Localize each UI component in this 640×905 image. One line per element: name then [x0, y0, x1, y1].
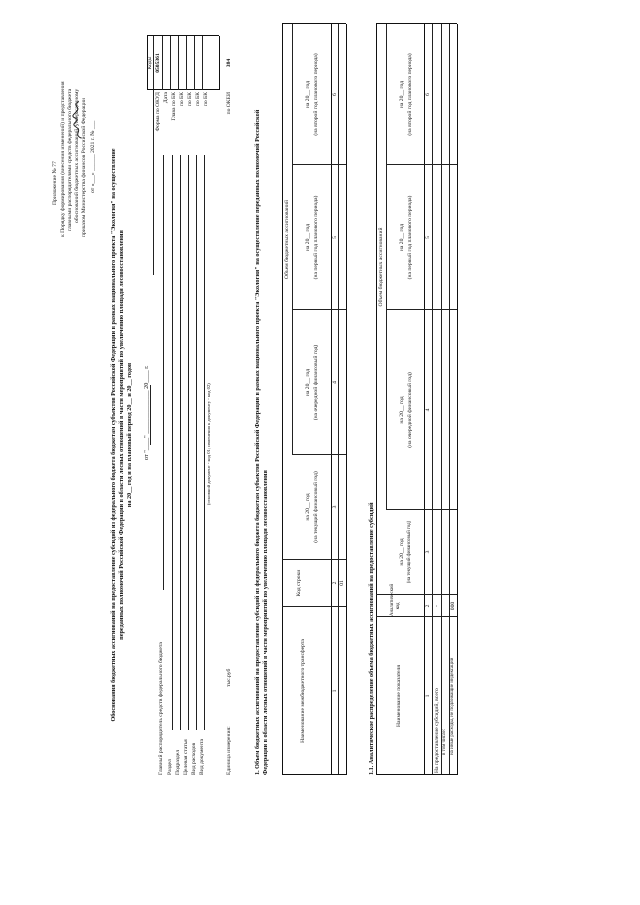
s1-header-y2-hint: (на очередной финансовый год)	[313, 344, 319, 421]
s1-colnum-3: 3	[332, 505, 338, 509]
s11-row-3-name: на иные расходы, не подлежащие индексации	[450, 657, 455, 755]
s11-header-y3-hint: (на первый год планового периода)	[407, 195, 413, 280]
appendix-line-3: обоснований бюджетных ассигнований, утвержденному	[74, 88, 80, 223]
s11-header-y4: на 20__ год	[399, 80, 405, 109]
unit-value: тыс.руб	[226, 668, 232, 687]
s1-header-y2: на 20__ год	[305, 368, 311, 397]
field-label-podrazdel: Подраздел	[175, 749, 181, 775]
codes-label-okud: Форма по ОКУД	[155, 92, 161, 132]
unit-label: Единица измерения:	[226, 726, 232, 775]
s1-header-y3-hint: (на первый год планового периода)	[313, 195, 319, 280]
s1-colnum-4: 4	[332, 381, 338, 384]
heading-line-3: на 20__ год и на плановый период 20__ и 20__ годов	[126, 362, 133, 508]
s11-colnum-6: 6	[425, 93, 431, 96]
s1-colnum-6: 6	[332, 93, 338, 96]
s11-header-y2-hint: (на очередной финансовый год)	[407, 372, 413, 448]
s11-header-code: Аналитический код	[390, 583, 401, 616]
s11-header-y2: на 20__ год	[399, 396, 405, 424]
codes-label-date: Дата	[163, 92, 169, 104]
s1-colnum-2: 2	[332, 581, 338, 585]
appendix-line-1: к Порядку формирования (внесения изменений) и представления	[60, 81, 66, 237]
appendix-line-2: главными распорядителями средств федерального бюджета	[67, 88, 73, 231]
s11-row-1-code: -	[434, 605, 440, 607]
s11-colnum-5: 5	[425, 236, 431, 239]
codes-header: Коды	[147, 56, 153, 70]
codes-label-glava: Глава по БК	[171, 92, 177, 121]
s11-row-1-name: На предоставление субсидий, всего	[434, 688, 440, 773]
section1-title-line-1: 1. Объем бюджетных ассигнований на предоставление субсидий из федерального бюджета бюджетам субъектов Российской Федерации в рамках национального проекта "Экология" на осуществление переданных полномочий Российской	[254, 109, 261, 775]
s1-header-y4-hint: (на второй год планового периода)	[313, 53, 319, 136]
codes-value-okei: 384	[226, 58, 232, 68]
codes-value-okud: 0505361	[155, 53, 161, 73]
s11-colnum-4: 4	[425, 408, 431, 412]
s1-header-group: Объем бюджетных ассигнований	[284, 200, 290, 279]
codes-label-bk-1: по БК	[179, 92, 185, 107]
codes-label-bk-2: по БК	[187, 92, 193, 107]
s1-colnum-5: 5	[332, 236, 338, 239]
codes-label-bk-3: по БК	[195, 92, 201, 107]
s11-header-y4-hint: (на второй год планового периода)	[407, 53, 413, 136]
field-label-cs: Целевая статья	[183, 739, 189, 775]
heading-line-2: переданных полномочий Российской Федерации в области лесных отношений в части мероприятий по увеличению площади лесовосстановления	[118, 230, 125, 640]
appendix-line-4: приказом Министерства финансов Российской Федерации	[81, 97, 87, 237]
s11-row-2-name: в том числе:	[442, 728, 447, 755]
field-label-vr: Вид расходов	[191, 742, 197, 775]
s1-colnum-1: 1	[332, 689, 338, 693]
heading-line-1: Обоснования бюджетных ассигнований на предоставление субсидий из федерального бюджета бюджетам субъектов Российской Федерации в рамках национального проекта "Экология" на осуществление	[110, 148, 117, 722]
s11-colnum-1: 1	[425, 694, 431, 698]
signature-scribble	[72, 100, 84, 140]
doc-type-hint: (основной документ - код 01; изменения к документу - код 02)	[206, 383, 211, 505]
s11-header-y1: на 20__ год	[399, 538, 405, 566]
appendix-date-line: от «___» ______ 2021 г. № ___	[90, 120, 96, 193]
s1-header-y1: на 20__ год	[305, 493, 311, 521]
s1-header-code: Код строки	[296, 569, 302, 597]
s1-header-y4: на 20__ год	[305, 80, 311, 109]
s11-header-group: Объем бюджетных ассигнований	[378, 227, 384, 307]
s11-colnum-2: 2	[425, 604, 431, 608]
codes-label-bk-4: по БК	[203, 92, 209, 107]
appendix-title: Приложение № 77	[52, 161, 58, 205]
s11-colnum-3: 3	[425, 550, 431, 554]
s11-header-y1-hint: (на текущий финансовый год)	[407, 520, 412, 584]
s11-header-name: Наименование показателя	[396, 665, 402, 727]
codes-label-okei: по ОКЕИ	[226, 92, 232, 115]
s1-header-y1-hint: (на текущий финансовый год)	[313, 471, 319, 543]
s1-header-name: Наименование межбюджетного трансферта	[300, 639, 306, 743]
section1-title-line-2: Федерации в области лесных отношений в части мероприятий по увеличению площади лесовосстановления	[262, 470, 269, 775]
s11-header-y3: на 20__ год	[399, 223, 405, 252]
field-label-gr: Главный распорядитель средств федерального бюджета	[158, 642, 164, 775]
field-label-razdel: Раздел	[167, 759, 173, 775]
date-line: от "____" ______________ 20____ г.	[143, 365, 150, 460]
s1-row-code: 01	[339, 580, 345, 586]
section11-title: 1.1. Аналитическое распределение объема бюджетных ассигнований на предоставление субсидий	[368, 502, 375, 775]
s1-header-y3: на 20__ год	[305, 223, 311, 252]
field-label-vd: Вид документа	[199, 739, 205, 775]
s11-row-3-code: 000	[450, 601, 456, 611]
